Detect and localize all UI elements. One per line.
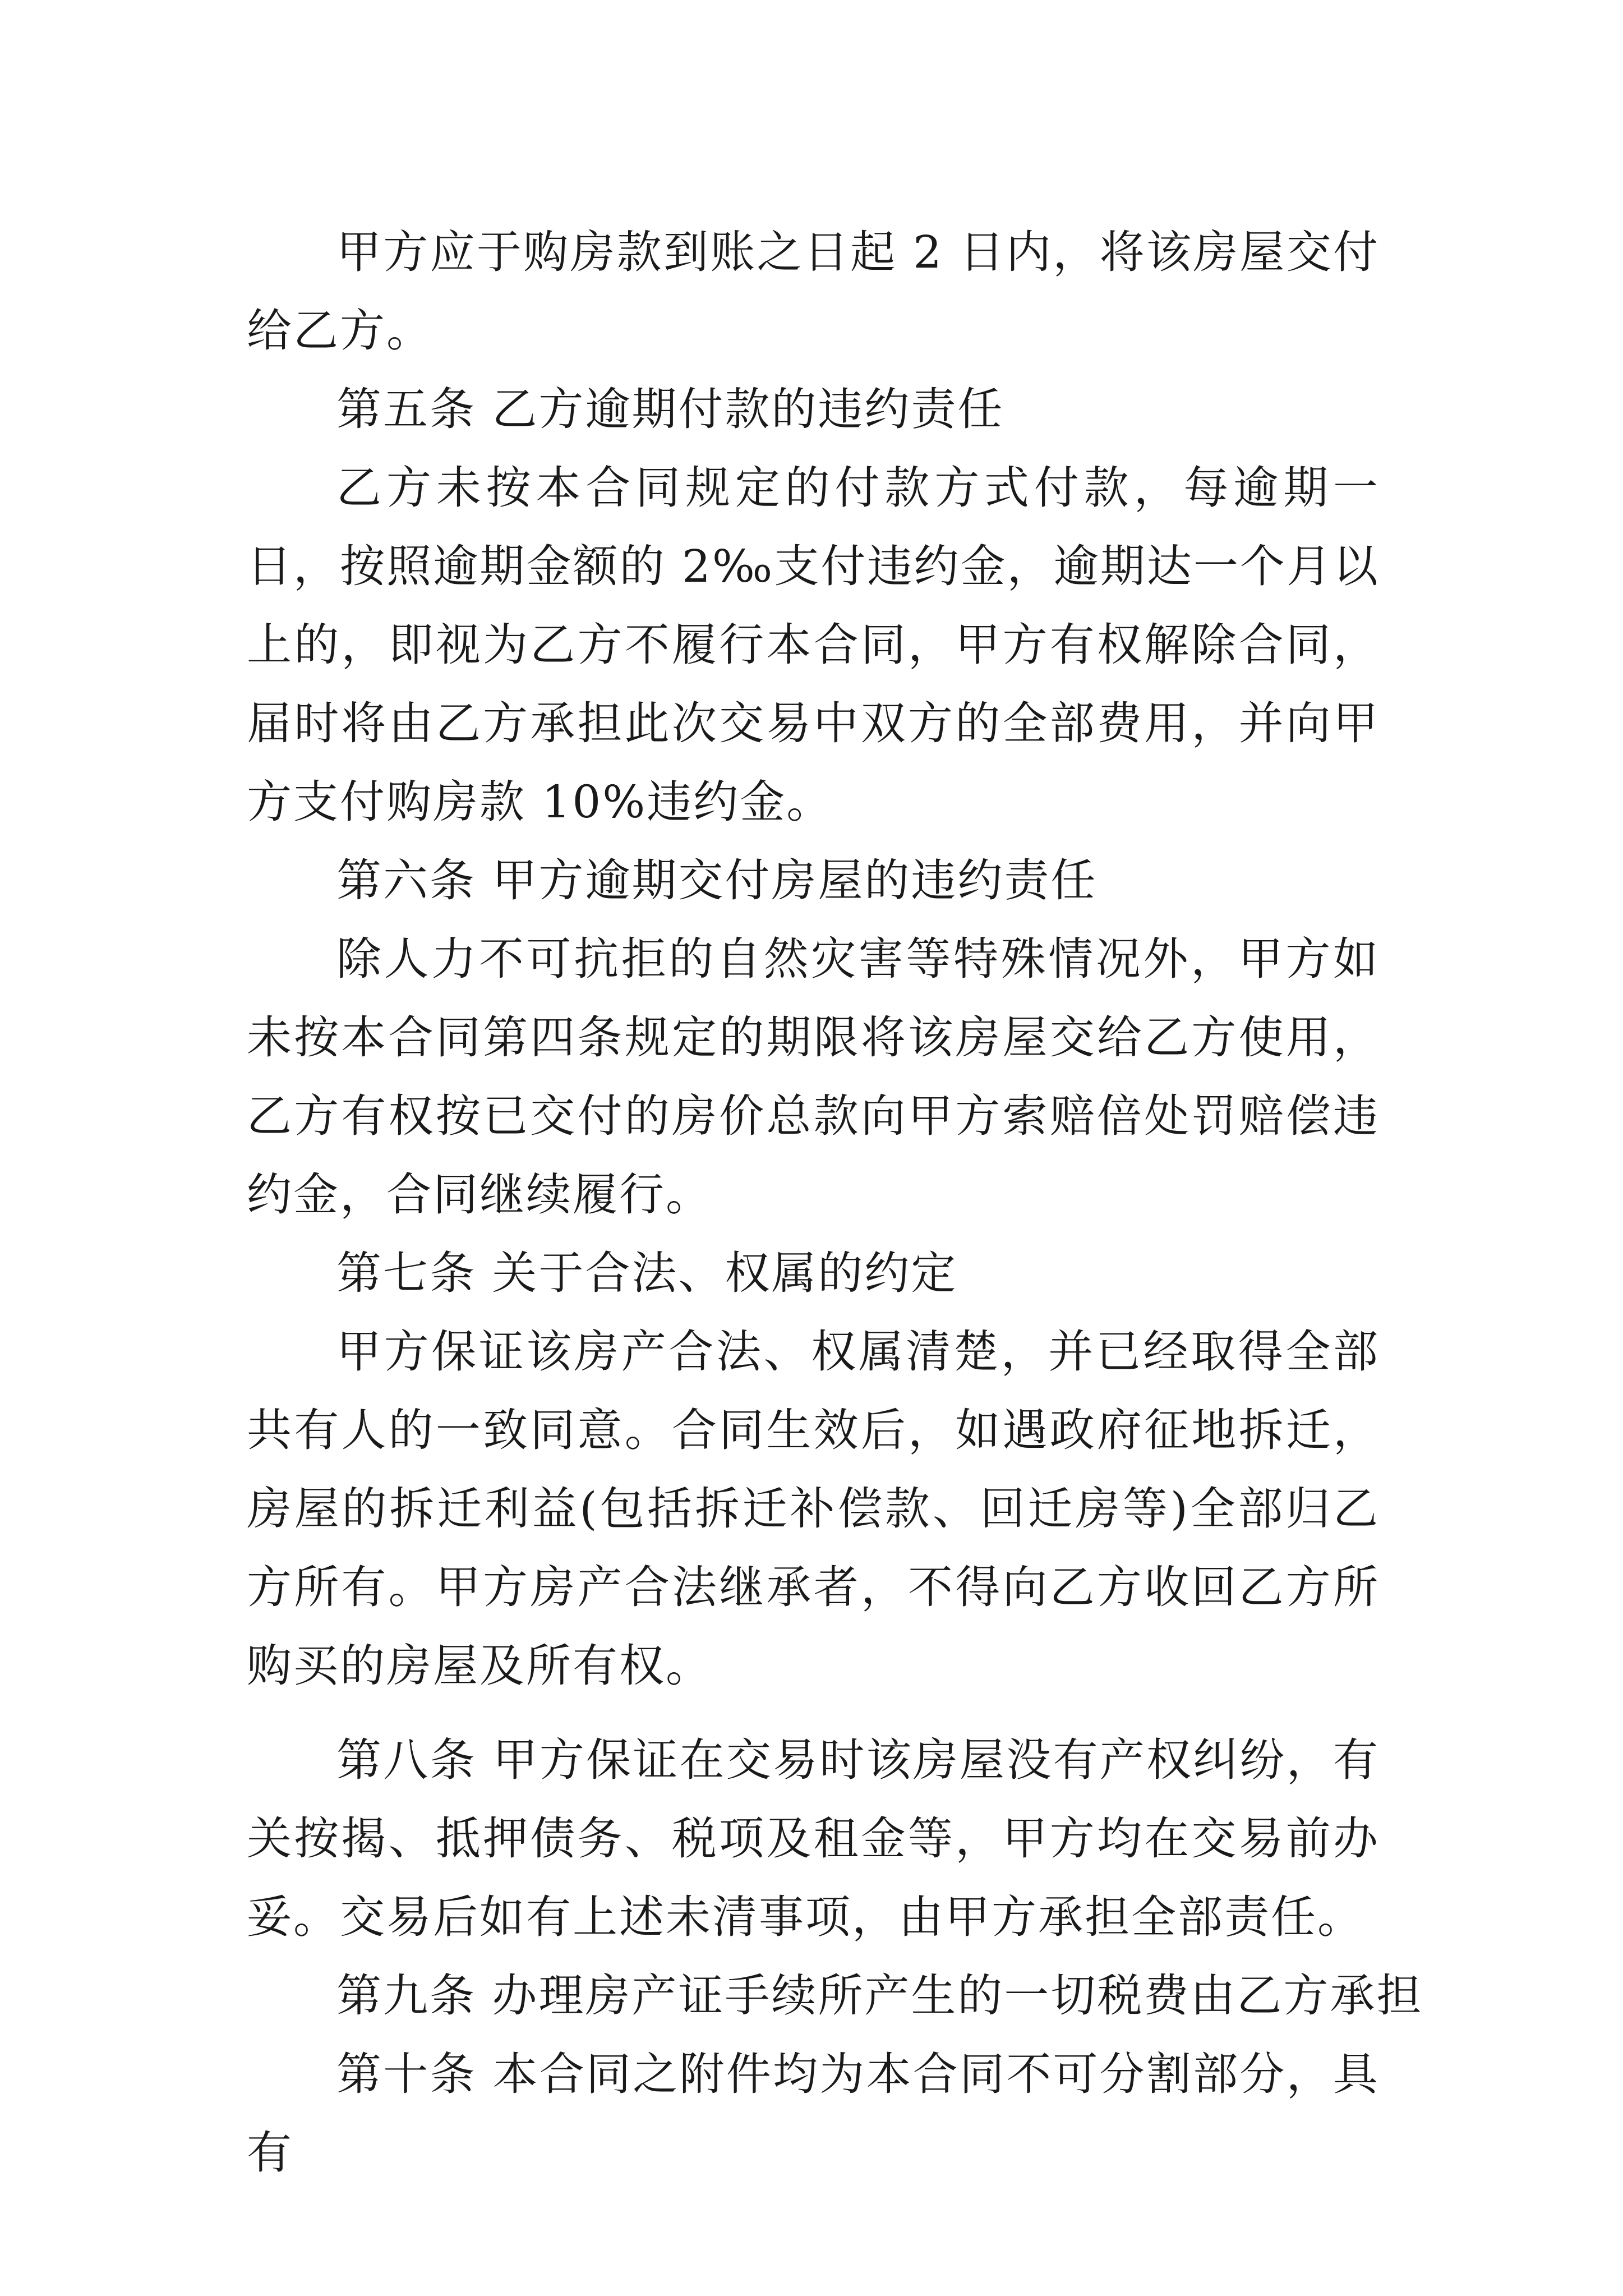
article-7-body: 甲方保证该房产合法、权属清楚，并已经取得全部共有人的一致同意。合同生效后，如遇政府征地拆迁，房屋的拆迁利益(包括拆迁补偿款、回迁房等)全部归乙方所有。甲方房产合法继承者，不得向乙方收回乙方所购买的房屋及所有权。 (247, 1326, 1380, 1692)
article-7-heading: 第七条 关于合法、权属的约定 (336, 1247, 958, 1299)
article-6-heading: 第六条 甲方逾期交付房屋的违约责任 (336, 854, 1098, 907)
article-10-body: 第十条 本合同之附件均为本合同不可分割部分，具有 (247, 2048, 1380, 2179)
document-body (247, 213, 1423, 2192)
article-9-heading: 第九条 办理房产证手续所产生的一切税费由乙方承担 (336, 1970, 1423, 2022)
article-5-heading: 第五条 乙方逾期付款的违约责任 (336, 383, 1004, 435)
article-8-body: 第八条 甲方保证在交易时该房屋没有产权纠纷，有关按揭、抵押债务、税项及租金等，甲方均在交易前办妥。交易后如有上述未清事项，由甲方承担全部责任。 (247, 1734, 1380, 1943)
article-5-body: 乙方未按本合同规定的付款方式付款，每逾期一日，按照逾期金额的 2‰支付违约金，逾期达一个月以上的，即视为乙方不履行本合同，甲方有权解除合同，届时将由乙方承担此次交易中双方的全部费用，并向甲方支付购房款 10%违约金。 (247, 462, 1380, 828)
paragraph-delivery: 甲方应于购房款到账之日起 2 日内，将该房屋交付给乙方。 (247, 226, 1380, 357)
paragraph-spacer (247, 1705, 1380, 1721)
article-6-body: 除人力不可抗拒的自然灾害等特殊情况外，甲方如未按本合同第四条规定的期限将该房屋交给乙方使用，乙方有权按已交付的房价总款向甲方索赔倍处罚赔偿违约金，合同继续履行。 (247, 933, 1380, 1221)
